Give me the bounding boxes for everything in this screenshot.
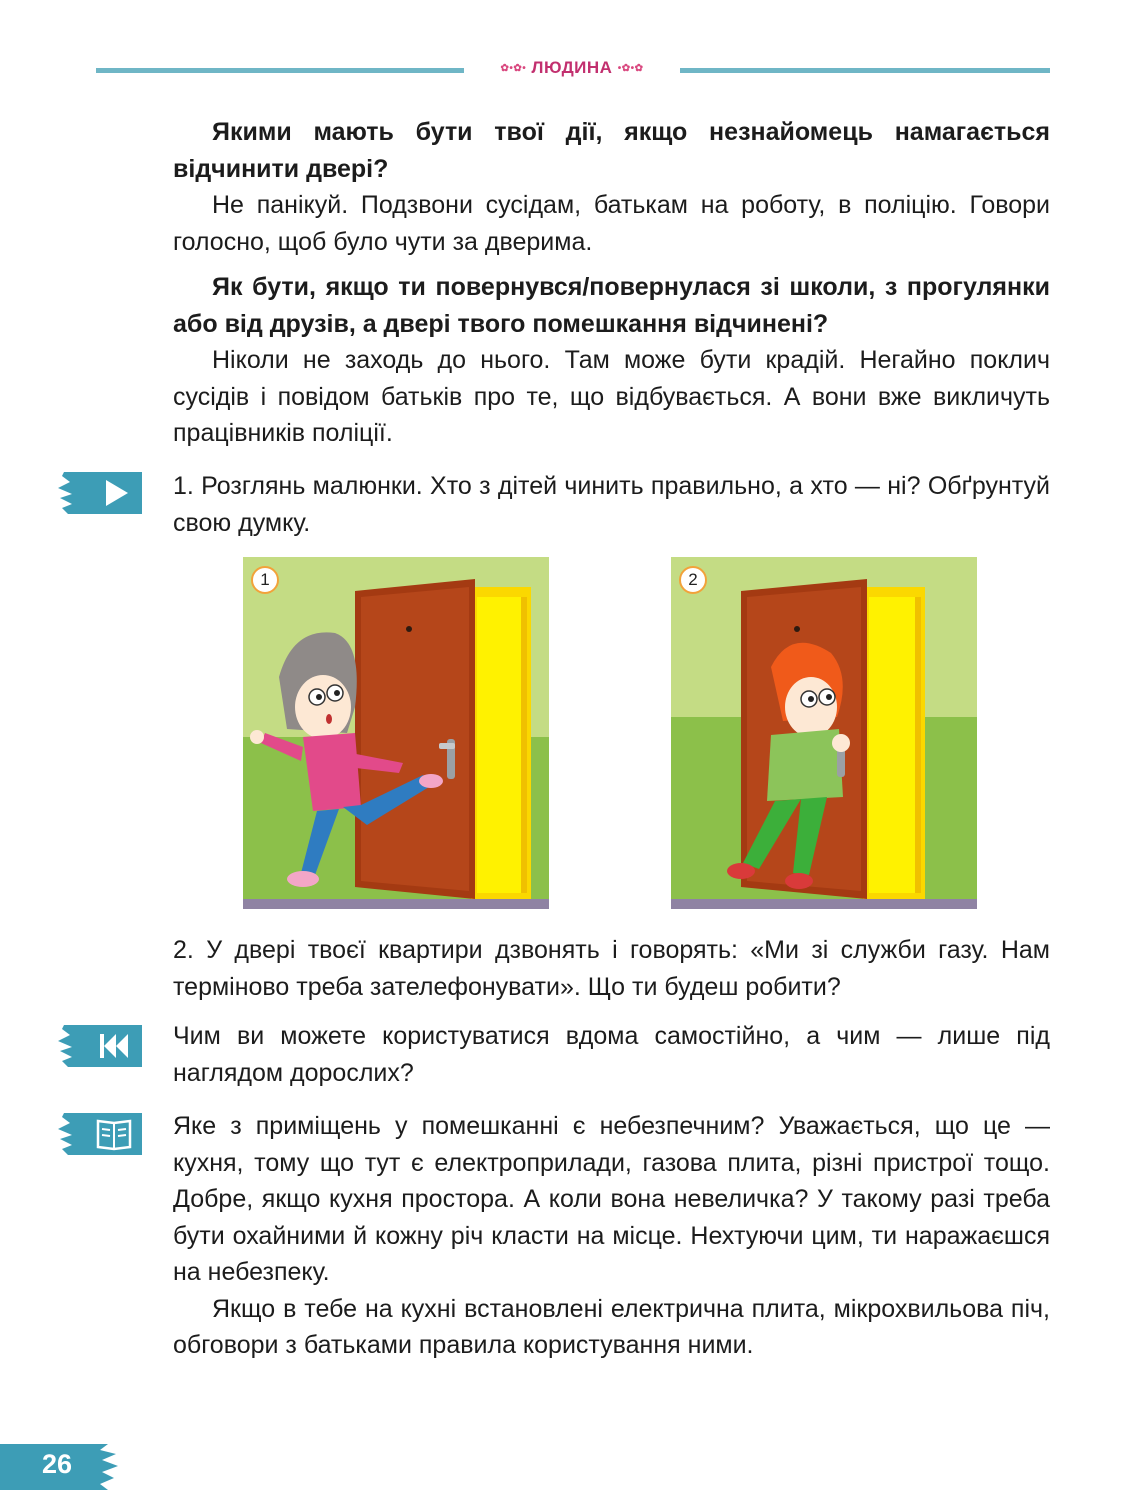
illustrations xyxy=(243,557,977,909)
header-title xyxy=(462,58,682,78)
review xyxy=(173,1018,1050,1091)
section-1-answer: Не панікуй. Подзвони сусідам, батькам на роботу, в поліцію. Говори голосно, щоб було чути за дверима. xyxy=(173,191,1050,256)
section-1-question: Якими мають бути твої дії, якщо незнайомець намагається відчинити двері? xyxy=(173,118,1050,183)
header-rule-right xyxy=(680,68,1050,73)
task-2 xyxy=(173,932,1050,1005)
play-icon xyxy=(58,470,144,516)
task-2-text: 2. У двері твоєї квартири дзвонять і говорять: «Ми зі служби газу. Нам терміново треба зателефонувати». Що ти будеш робити? xyxy=(173,936,1050,1001)
illustration-1-badge: 1 xyxy=(251,566,279,594)
illustration-2-badge: 2 xyxy=(679,566,707,594)
ornament-right-icon: •✿•✿ xyxy=(617,63,644,75)
header-rule-left xyxy=(96,68,464,73)
section-2-answer: Ніколи не заходь до нього. Там може бути крадій. Негайно поклич сусідів і повідом батьків про те, що відбувається. А вони вже викличуть працівників поліції. xyxy=(173,346,1050,447)
section-1 xyxy=(173,114,1050,260)
section-2-question: Як бути, якщо ти повернувся/повернулася зі школи, з прогулянки або від друзів, а двері твого помешкання відчинені? xyxy=(173,273,1050,338)
reading xyxy=(173,1108,1050,1364)
rewind-icon xyxy=(58,1023,144,1069)
illustration-1 xyxy=(243,557,549,909)
task-1-text: 1. Розглянь малюнки. Хто з дітей чинить правильно, а хто — ні? Обґрунтуй свою думку. xyxy=(173,472,1050,537)
section-2 xyxy=(173,269,1050,452)
illustration-2 xyxy=(671,557,977,909)
page-number: 26 xyxy=(42,1449,73,1479)
reading-text-2: Якщо в тебе на кухні встановлені електрична плита, мікрохвильова піч, обговори з батьками правила користування ними. xyxy=(173,1294,1050,1359)
ornament-left-icon: ✿•✿• xyxy=(500,63,527,75)
review-text: Чим ви можете користуватися вдома самостійно, а чим — лише під наглядом дорослих? xyxy=(173,1022,1050,1087)
task-1 xyxy=(173,468,1050,541)
header-title-text: ЛЮДИНА xyxy=(531,58,613,77)
reading-text-1: Яке з приміщень у помешканні є небезпечним? Уважається, що це — кухня, тому що тут є електроприлади, газова плита, різні пристрої тощо. Добре, якщо кухня простора. А коли вона невеличка? У такому разі треба бути охайними й кожну річ класти на місце. Нехтуючи цим, ти наражаєшся на небезпеку. xyxy=(173,1112,1050,1286)
girl-running-illustration xyxy=(243,557,549,909)
book-icon xyxy=(58,1111,144,1157)
boy-closing-door-illustration xyxy=(671,557,977,909)
